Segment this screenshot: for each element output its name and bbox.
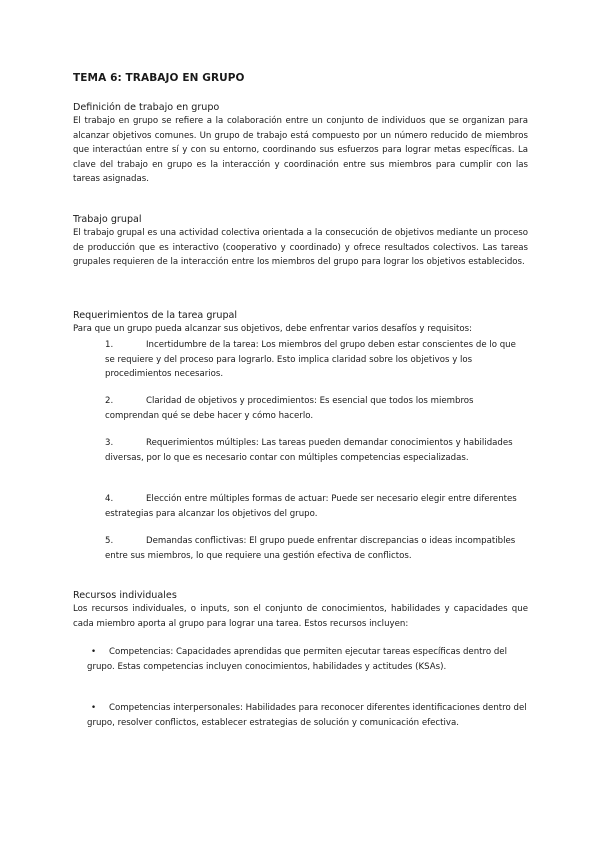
bullet-marker: • [91, 703, 97, 713]
bullet-marker: • [91, 647, 97, 657]
list-text: Demandas conflictivas: El grupo puede enfrentar discrepancias o ideas incompatibles entre sus miembros, lo que requiere una gestión efectiva de conflictos. [105, 536, 516, 561]
section-requerimientos [73, 309, 528, 337]
list-item [73, 701, 528, 730]
section-trabajo-grupal [73, 213, 528, 270]
section-intro: Los recursos individuales, o inputs, son el conjunto de conocimientos, habilidades y capacidades que cada miembro aporta al grupo para lograr una tarea. Estos recursos incluyen: [73, 604, 528, 629]
section-body: El trabajo en grupo se refiere a la colaboración entre un conjunto de individuos que se organizan para alcanzar objetivos comunes. Un grupo de trabajo está compuesto por un número reducido de miembros que interactúan entre sí y con su entorno, coordinando sus esfuerzos para lograr metas específicas. La clave del trabajo en grupo es la interacción y coordinación entre sus miembros para cumplir con las tareas asignadas. [73, 116, 528, 185]
list-number: 2. [105, 396, 114, 406]
list-text: Competencias interpersonales: Habilidades para reconocer diferentes identificaciones dentro del grupo, resolver conflictos, establecer estrategias de solución y comunicación efectiva. [87, 703, 527, 728]
section-definicion [73, 101, 528, 187]
list-item [73, 534, 528, 563]
list-text: Competencias: Capacidades aprendidas que permiten ejecutar tareas específicas dentro del grupo. Estas competencias incluyen conocimientos, habilidades y actitudes (KSAs). [87, 647, 507, 672]
list-number: 5. [105, 536, 114, 546]
list-text: Incertidumbre de la tarea: Los miembros del grupo deben estar conscientes de lo que se requiere y del proceso para lograrlo. Esto implica claridad sobre los objetivos y los procedimientos necesarios. [105, 340, 516, 380]
section-heading: Trabajo grupal [73, 214, 142, 225]
section-heading: Definición de trabajo en grupo [73, 102, 220, 113]
list-text: Requerimientos múltiples: Las tareas pueden demandar conocimientos y habilidades diversas, por lo que es necesario contar con múltiples competencias especializadas. [105, 438, 513, 463]
section-recursos [73, 589, 528, 631]
list-text: Claridad de objetivos y procedimientos: Es esencial que todos los miembros comprendan qué se debe hacer y cómo hacerlo. [105, 396, 474, 421]
list-item [73, 645, 528, 674]
numbered-list [73, 534, 528, 563]
list-item [73, 394, 528, 423]
numbered-list [73, 338, 528, 382]
list-item [73, 492, 528, 521]
numbered-list [73, 394, 528, 423]
section-intro: Para que un grupo pueda alcanzar sus objetivos, debe enfrentar varios desafíos y requisitos: [73, 324, 473, 334]
section-heading: Requerimientos de la tarea grupal [73, 310, 238, 321]
bullet-list [73, 645, 528, 674]
list-number: 3. [105, 438, 114, 448]
list-text: Elección entre múltiples formas de actuar: Puede ser necesario elegir entre diferentes estrategias para alcanzar los objetivos del grupo. [105, 494, 517, 519]
list-number: 1. [105, 340, 114, 350]
bullet-list [73, 701, 528, 730]
document-title: TEMA 6: TRABAJO EN GRUPO [73, 72, 245, 84]
list-number: 4. [105, 494, 114, 504]
section-body: El trabajo grupal es una actividad colectiva orientada a la consecución de objetivos mediante un proceso de producción que es interactivo (cooperativo y coordinado) y ofrece resultados colectivos. Las tareas grupales requieren de la interacción entre los miembros del grupo para lograr los objetivos establecidos. [73, 228, 528, 268]
numbered-list [73, 436, 528, 465]
list-item [73, 338, 528, 382]
numbered-list [73, 492, 528, 521]
section-heading: Recursos individuales [73, 590, 177, 601]
list-item [73, 436, 528, 465]
